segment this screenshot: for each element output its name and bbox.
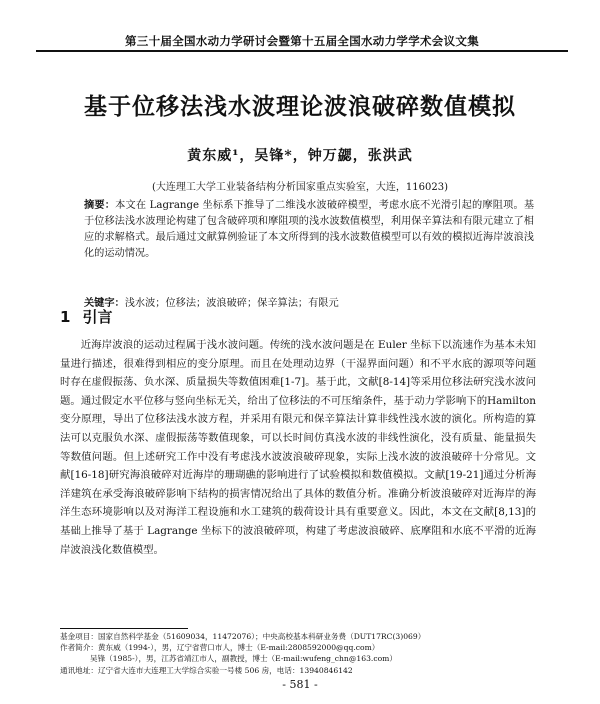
running-header: 第三十届全国水动力学研讨会暨第十五届全国水动力学学术会议文集 [125, 34, 479, 48]
footnote-author-2: 吴锋（1985-），男，江苏省靖江市人，副教授，博士（E-mail:wufeng_chn@163.com） [90, 654, 397, 664]
abstract-text: 本文在 Lagrange 坐标系下推导了二维浅水波破碎模型，考虑水底不光滑引起的摩阻项。基于位移法浅水波理论构建了包含破碎项和摩阻项的浅水波数值模型，利用保辛算法和有限元建立了相应的求解格式。最后通过文献算例验证了本文所得到的浅水波数值模型可以有效的模拟近海岸波浪浅化的运动情况。 [84, 200, 535, 259]
section-number: 1 [60, 308, 71, 326]
authors: 黄东威¹，吴锋*，钟万勰，张洪武 [187, 148, 413, 164]
header-rule [36, 50, 568, 52]
footnote-funding: 基金项目：国家自然科学基金（51609034，11472076）；中央高校基本科研业务费（DUT17RC(3)069） [60, 632, 426, 641]
section-heading [60, 306, 112, 327]
section-title: 引言 [82, 308, 113, 326]
footnotes [60, 631, 540, 676]
paper-title: 基于位移法浅水波理论波浪破碎数值模拟 [84, 94, 516, 120]
affiliation: (大连理工大学工业装备结构分析国家重点实验室，大连，116023) [152, 182, 448, 193]
footnote-rule [60, 628, 188, 629]
keywords [84, 294, 534, 309]
page-number: - 581 - [282, 678, 318, 691]
keywords-label: 关键字： [84, 298, 125, 309]
abstract [84, 198, 534, 262]
footnote-author-1: 作者简介：黄东威（1994-），男，辽宁省营口市人，博士（E-mail:2808592000@qq.com） [60, 643, 380, 653]
abstract-label: 摘要： [84, 200, 116, 211]
intro-paragraph: 近海岸波浪的运动过程属于浅水波问题。传统的浅水波问题是在 Euler 坐标下以流速作为基本未知量进行描述，很难得到相应的变分原理。而且在处理动边界（干湿界面问题）和不平水底的源项等问题时存在虚假振荡、负水深、质量损失等数值困难[1-7]。基于此，文献[8-14]等采用位移法研究浅水波问题。通过假定水平位移与竖向坐标无关，给出了位移法的不可压缩条件，基于动力学影响下的Hamilton变分原理，导出了位移法浅水波方程，并采用有限元和保辛算法计算非线性浅水波的演化。所构造的算法可以克服负水深、虚假振荡等数值现象，可以长时间仿真浅水波的非线性演化，没有质量、能量损失等数值问题。但上述研究工作中没有考虑浅水波波浪破碎现象，实际上浅水波的波浪破碎十分常见。文献[16-18]研究海浪破碎对近海岸的珊瑚礁的影响进行了试验模拟和数值模拟。文献[19-21]通过分析海洋建筑在承受海浪破碎影响下结构的损害情况给出了具体的数值分析。准确分析波浪破碎对近海岸的海洋生态环境影响以及对海洋工程设施和水工建筑的载荷设计具有重要意义。因此，本文在文献[8,13]的基础上推导了基于 Lagrange 坐标下的波浪破碎项，构建了考虑波浪破碎、底摩阻和水底不平滑的近海岸波浪浅化数值模型。 [60, 339, 536, 556]
footnote-address: 通讯地址：辽宁省大连市大连理工大学综合实验一号楼 506 房，电话：13940846142 [60, 665, 353, 675]
keywords-text: 浅水波；位移法；波浪破碎；保辛算法；有限元 [124, 298, 339, 309]
